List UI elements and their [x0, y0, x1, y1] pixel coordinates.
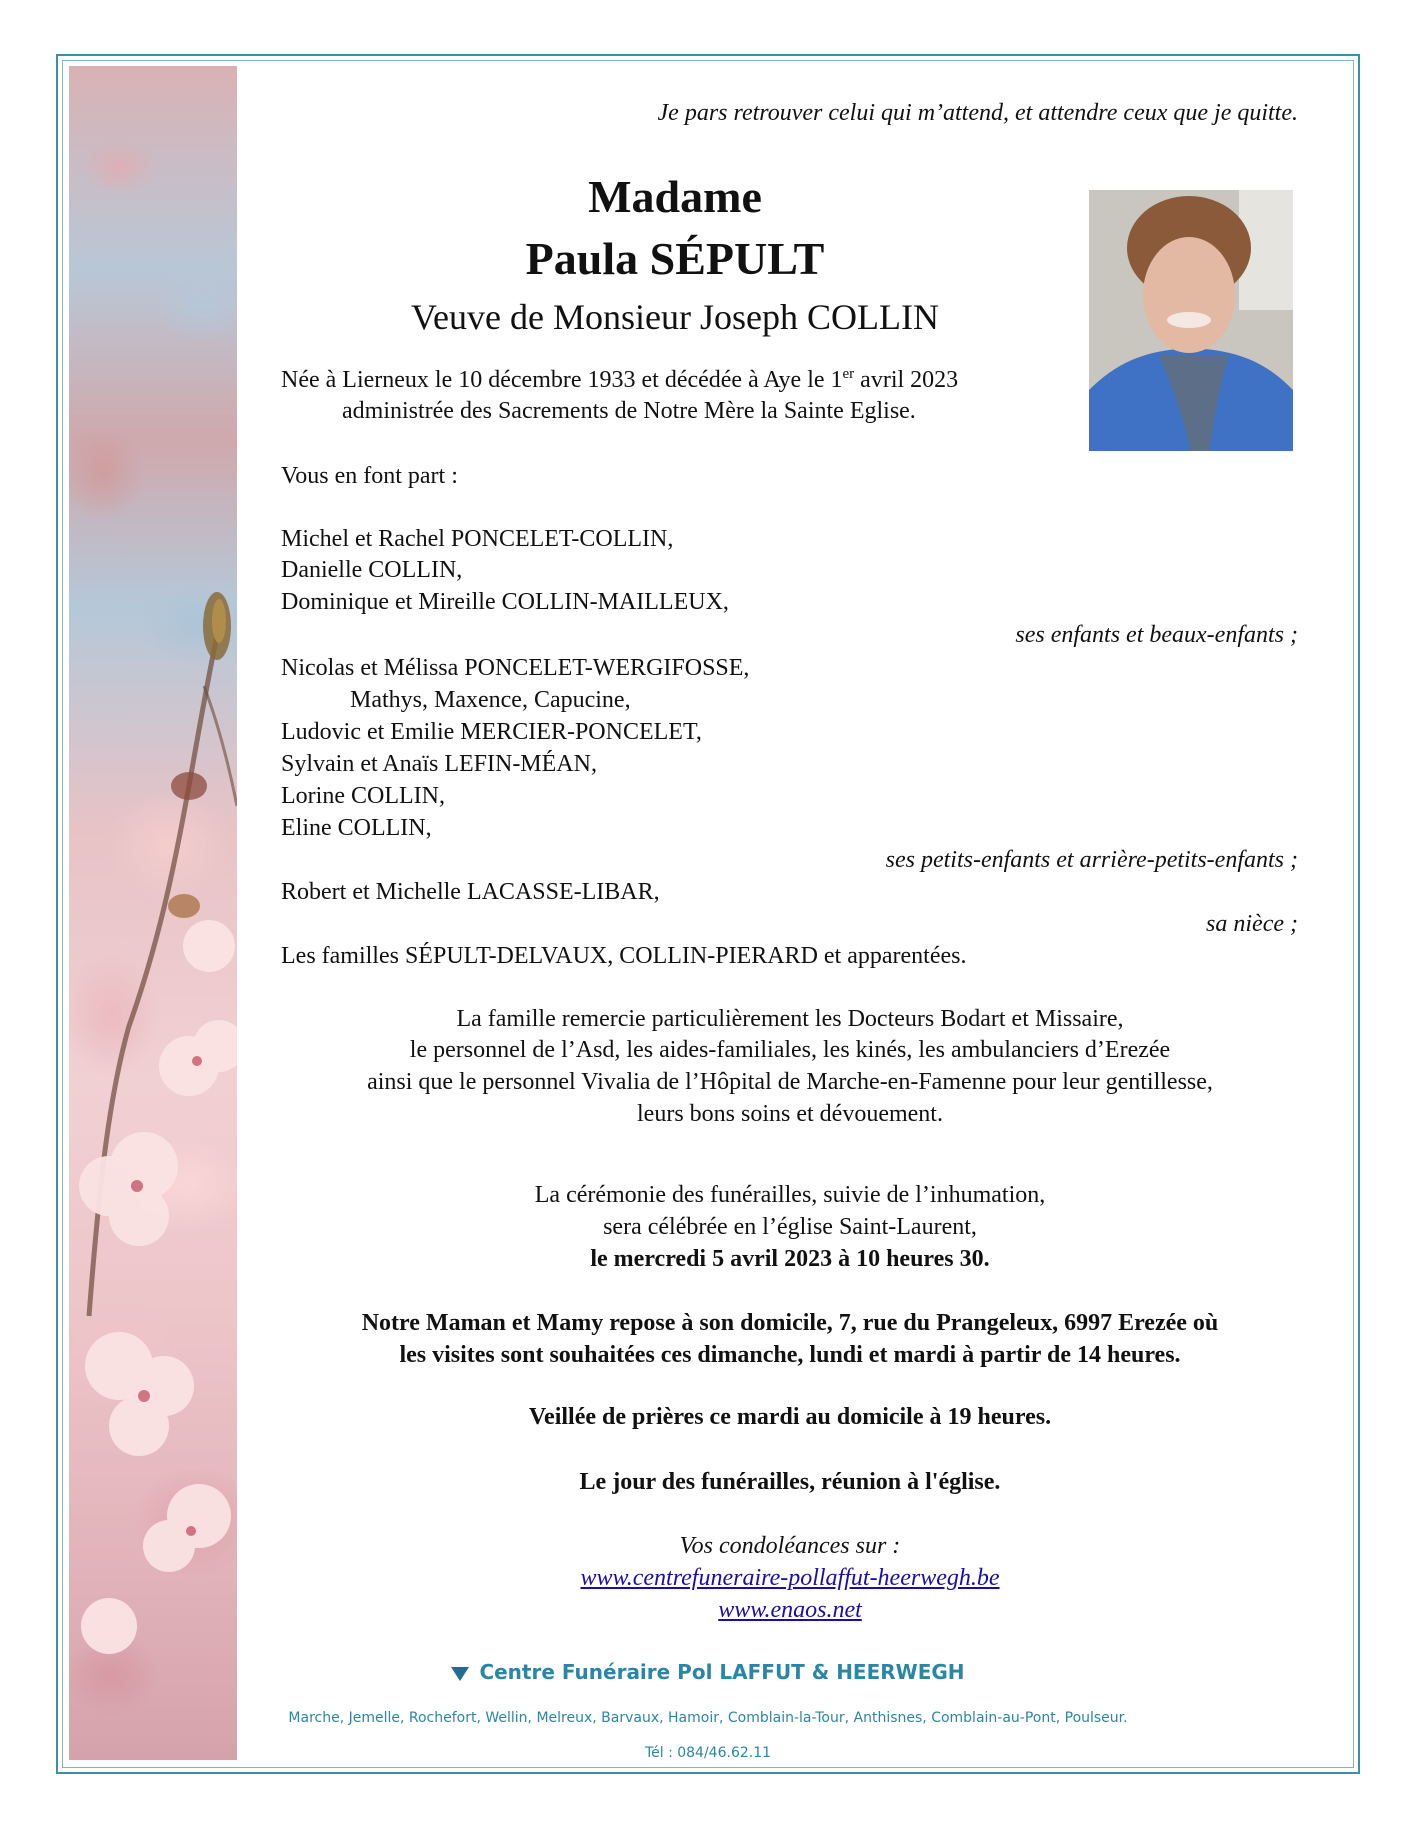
funeral-home-name-text: Centre Funéraire Pol LAFFUT & HEERWEGH	[479, 1660, 965, 1684]
vigil-line: Veillée de prières ce mardi au domicile à 19 heures.	[528, 1404, 1052, 1430]
title-madame: Madame	[588, 171, 762, 222]
thanks-line-2: le personnel de l’Asd, les aides-familiales, les kinés, les ambulanciers d’Erezée	[409, 1037, 1171, 1063]
family-grandchild-2: Mathys, Maxence, Capucine,	[350, 687, 631, 713]
role-niece: sa nièce ;	[1206, 911, 1298, 937]
triangle-down-icon	[451, 1667, 469, 1681]
intro-line: Vous en font part :	[281, 463, 458, 489]
ceremony-line-1: La cérémonie des funérailles, suivie de l’inhumation,	[534, 1182, 1046, 1208]
family-grandchild-3: Ludovic et Emilie MERCIER-PONCELET,	[281, 719, 702, 745]
opening-quote: Je pars retrouver celui qui m’attend, et attendre ceux que je quitte.	[657, 100, 1298, 126]
rest-line-1: Notre Maman et Mamy repose à son domicile, 7, rue du Prangeleux, 6997 Erezée où	[361, 1310, 1219, 1336]
portrait-photo	[1089, 190, 1293, 451]
floral-border-image	[69, 66, 237, 1760]
family-niece: Robert et Michelle LACASSE-LIBAR,	[281, 879, 660, 905]
family-extended: Les familles SÉPULT-DELVAUX, COLLIN-PIERARD et apparentées.	[281, 943, 967, 969]
role-children: ses enfants et beaux-enfants ;	[1015, 622, 1298, 648]
sacraments-line: administrée des Sacrements de Notre Mère la Sainte Eglise.	[342, 398, 916, 424]
birth-death-line	[281, 366, 958, 394]
family-grandchild-4: Sylvain et Anaïs LEFIN-MÉAN,	[281, 751, 597, 777]
family-child-1: Michel et Rachel PONCELET-COLLIN,	[281, 526, 674, 552]
birth-death-year: avril 2023	[854, 367, 959, 393]
funeral-home-name	[0, 1660, 1416, 1684]
family-grandchild-5: Lorine COLLIN,	[281, 783, 445, 809]
funeral-home-towns: Marche, Jemelle, Rochefort, Wellin, Melreux, Barvaux, Hamoir, Comblain-la-Tour, Anthisnes, Comblain-au-Pont, Poulseur.	[288, 1710, 1128, 1726]
condolences-link-2[interactable]: www.enaos.net	[718, 1597, 862, 1623]
condolences-label: Vos condoléances sur :	[679, 1533, 901, 1559]
family-grandchild-1: Nicolas et Mélissa PONCELET-WERGIFOSSE,	[281, 655, 750, 681]
birth-death-superscript: er	[842, 366, 855, 382]
thanks-line-1: La famille remercie particulièrement les Docteurs Bodart et Missaire,	[456, 1006, 1124, 1032]
family-child-3: Dominique et Mireille COLLIN-MAILLEUX,	[281, 589, 729, 615]
rest-line-2: les visites sont souhaitées ces dimanche, lundi et mardi à partir de 14 heures.	[399, 1342, 1181, 1368]
thanks-line-3: ainsi que le personnel Vivalia de l’Hôpital de Marche-en-Famenne pour leur gentillesse,	[367, 1069, 1213, 1095]
widow-of: Veuve de Monsieur Joseph COLLIN	[411, 297, 939, 337]
funeral-home-phone: Tél : 084/46.62.11	[644, 1745, 772, 1761]
condolences-link-1[interactable]: www.centrefuneraire-pollaffut-heerwegh.be	[580, 1565, 1000, 1591]
birth-death-text: Née à Lierneux le 10 décembre 1933 et décédée à Aye le 1	[281, 367, 843, 393]
ceremony-date: le mercredi 5 avril 2023 à 10 heures 30.	[590, 1246, 990, 1272]
family-child-2: Danielle COLLIN,	[281, 557, 463, 583]
role-grandchildren: ses petits-enfants et arrière-petits-enfants ;	[885, 847, 1298, 873]
deceased-name: Paula SÉPULT	[525, 233, 825, 284]
ceremony-line-2: sera célébrée en l’église Saint-Laurent,	[603, 1214, 977, 1240]
thanks-line-4: leurs bons soins et dévouement.	[637, 1101, 943, 1127]
family-grandchild-6: Eline COLLIN,	[281, 815, 432, 841]
meeting-line: Le jour des funérailles, réunion à l'église.	[579, 1469, 1001, 1495]
